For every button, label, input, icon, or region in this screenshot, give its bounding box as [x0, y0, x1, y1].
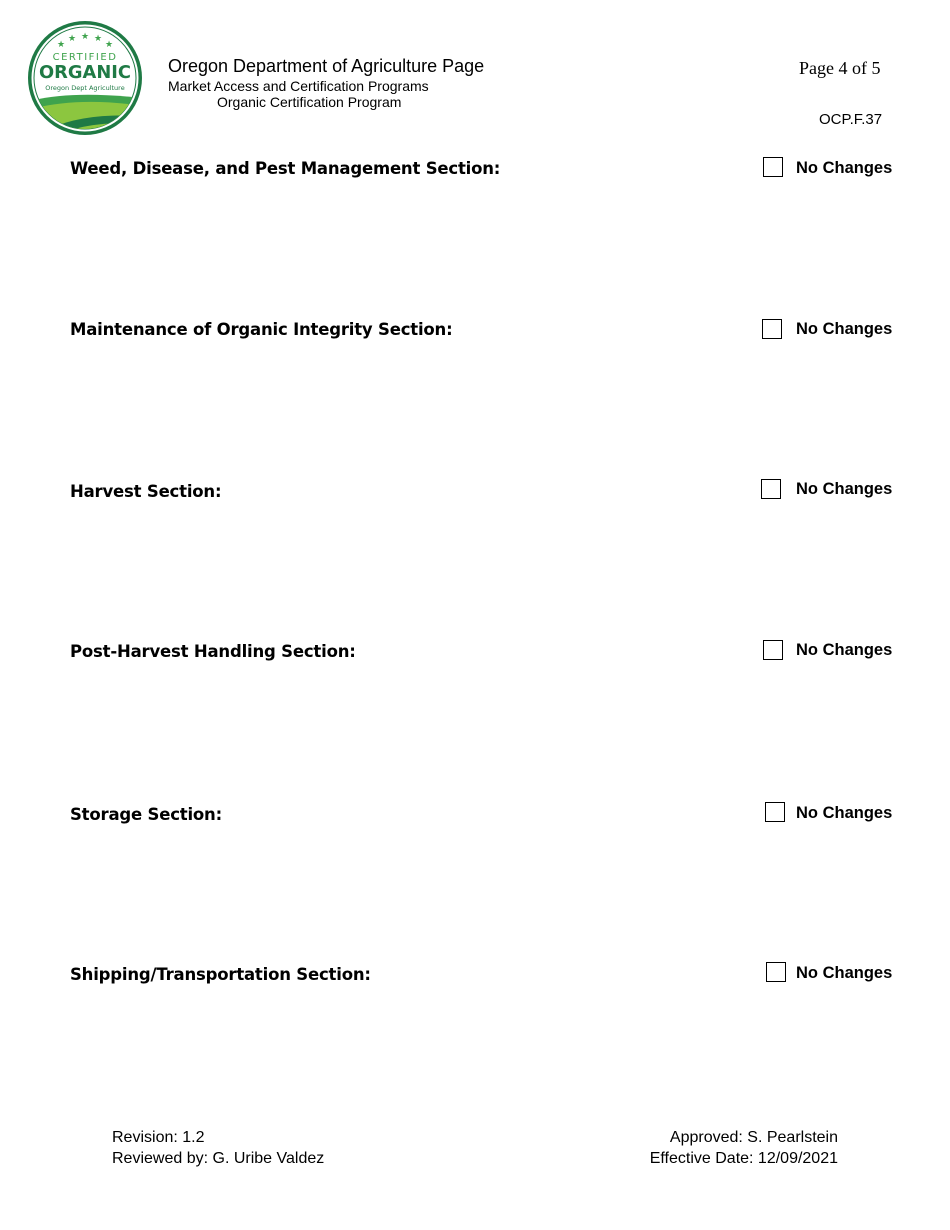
reviewed-by-text: Reviewed by: G. Uribe Valdez — [112, 1150, 325, 1167]
approved-text: Approved: S. Pearlstein — [669, 1129, 838, 1146]
no-changes-label: No Changes — [796, 159, 893, 177]
no-changes-label: No Changes — [796, 804, 893, 822]
svg-text:★: ★ — [105, 40, 114, 50]
no-changes-checkbox-weed-pest[interactable] — [763, 157, 783, 177]
footer-approval-block — [650, 1127, 838, 1169]
section-label-harvest: Harvest Section: — [70, 482, 222, 501]
section-label-storage: Storage Section: — [70, 805, 223, 824]
logo-main-text: ORGANIC — [39, 62, 131, 83]
footer-revision-block — [112, 1127, 324, 1169]
no-changes-label: No Changes — [796, 480, 893, 498]
certified-organic-logo — [27, 20, 143, 136]
no-changes-checkbox-shipping[interactable] — [766, 962, 786, 982]
svg-text:★: ★ — [57, 40, 66, 50]
no-changes-checkbox-post-harvest[interactable] — [763, 640, 783, 660]
no-changes-checkbox-storage[interactable] — [765, 802, 785, 822]
no-changes-label: No Changes — [796, 641, 893, 659]
certification-program-subtitle: Organic Certification Program — [217, 94, 402, 110]
no-changes-checkbox-organic-integrity[interactable] — [762, 319, 782, 339]
no-changes-checkbox-harvest[interactable] — [761, 479, 781, 499]
department-title: Oregon Department of Agriculture Page — [168, 56, 485, 76]
section-label-shipping: Shipping/Transportation Section: — [70, 965, 371, 984]
no-changes-label: No Changes — [796, 964, 893, 982]
form-code: OCP.F.37 — [819, 111, 883, 128]
svg-text:★: ★ — [68, 34, 77, 44]
svg-text:★: ★ — [81, 32, 90, 42]
program-subtitle: Market Access and Certification Programs — [168, 78, 429, 94]
logo-sub-text: Oregon Dept Agriculture — [45, 84, 125, 92]
section-label-organic-integrity: Maintenance of Organic Integrity Section: — [70, 320, 453, 339]
page-number: Page 4 of 5 — [799, 58, 881, 78]
effective-date-text: Effective Date: 12/09/2021 — [649, 1150, 838, 1167]
section-label-post-harvest: Post-Harvest Handling Section: — [70, 642, 356, 661]
section-label-weed-pest: Weed, Disease, and Pest Management Section: — [70, 159, 501, 178]
svg-text:★: ★ — [94, 34, 103, 44]
revision-text: Revision: 1.2 — [112, 1129, 205, 1146]
logo-top-text: CERTIFIED — [52, 52, 118, 63]
no-changes-label: No Changes — [796, 320, 893, 338]
